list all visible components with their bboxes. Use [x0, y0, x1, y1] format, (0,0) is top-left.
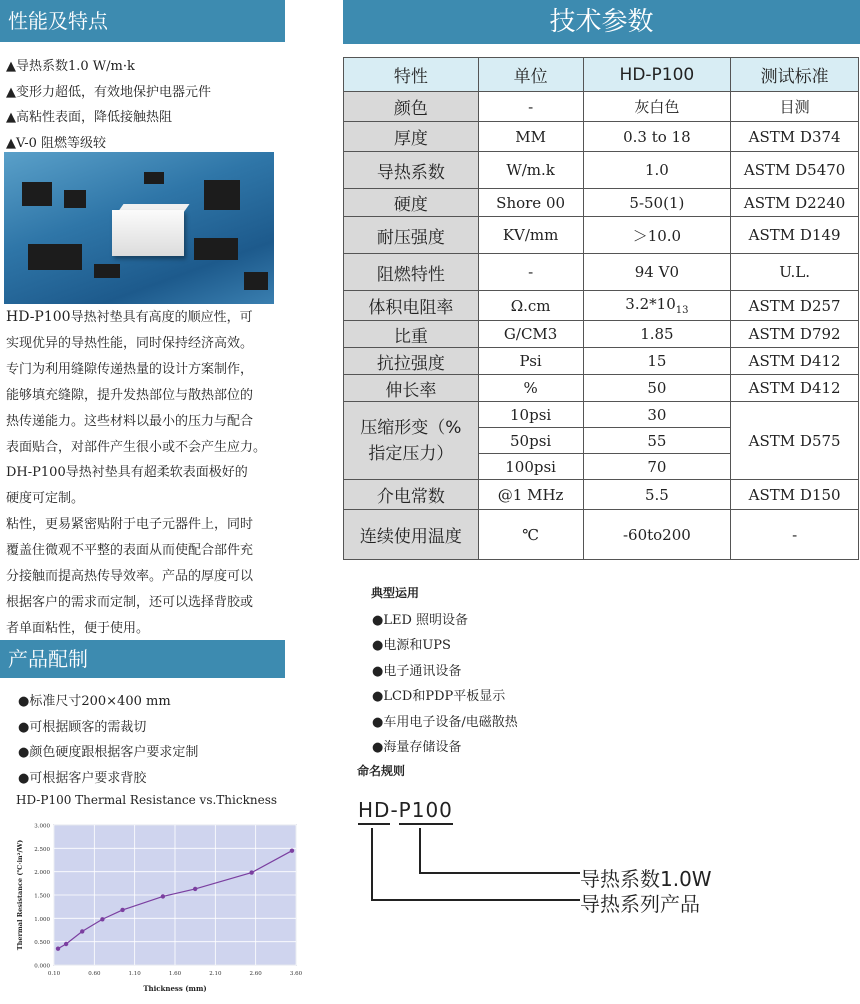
table-row: [344, 152, 859, 189]
y-axis-label: Thermal Resistance (℃·in²/W): [16, 839, 24, 951]
spec-name: 阻燃特性: [344, 254, 479, 291]
data-point: [100, 917, 104, 921]
description-line: 硬度可定制。: [6, 491, 85, 507]
spec-unit: KV/mm: [478, 217, 583, 254]
spec-value: 1.85: [583, 321, 731, 348]
y-tick-label: 2.500: [34, 846, 50, 853]
table-row: [344, 217, 859, 254]
naming-connector-lines: [360, 828, 600, 908]
y-tick-label: 1.000: [34, 916, 50, 923]
spec-value: 15: [583, 348, 731, 375]
description-line: DH-P100导热衬垫具有超柔软表面极好的: [6, 465, 248, 481]
naming-title: 命名规则: [357, 764, 406, 778]
application-item: ●海量存储设备: [372, 739, 462, 755]
naming-label-series: 导热系列产品: [580, 892, 700, 916]
spec-standard: -: [731, 510, 859, 560]
feature-item: ▲高粘性表面，降低接触热阻: [6, 110, 172, 125]
code-separator: -: [390, 798, 399, 822]
spec-standard: ASTM D412: [731, 375, 859, 402]
x-tick-label: 3.60: [289, 971, 303, 977]
spec-unit: MM: [478, 122, 583, 152]
description-line: 根据客户的需求而定制，还可以选择背胶或: [6, 594, 254, 610]
data-point: [80, 929, 84, 933]
y-tick-label: 3.000: [34, 823, 50, 830]
application-item: ●电源和UPS: [372, 638, 451, 654]
description-line: 覆盖住微观不平整的表面从而使配合部件充: [6, 543, 254, 559]
features-banner: [0, 0, 285, 42]
spec-unit: @1 MHz: [478, 480, 583, 510]
spec-standard: ASTM D149: [731, 217, 859, 254]
description-line: 粘性，更易紧密贴附于电子元器件上，同时: [6, 517, 254, 533]
header-cell: 单位: [478, 58, 583, 92]
naming-label-coefficient: 导热系数1.0W: [580, 867, 712, 891]
header-cell: 特性: [344, 58, 479, 92]
table-row: [344, 122, 859, 152]
y-tick-label: 0.000: [34, 963, 50, 970]
spec-name: 连续使用温度: [344, 510, 479, 560]
table-row: [344, 348, 859, 375]
description-line: 表面贴合，对部件产生很小或不会产生应力。: [6, 439, 267, 455]
description-line: 热传递能力。这些材料以最小的压力与配合: [6, 413, 254, 429]
description-line: 专门为利用缝隙传递热量的设计方案制作，: [6, 361, 254, 377]
code-series: HD: [358, 798, 390, 825]
chart-title: HD-P100 Thermal Resistance vs.Thickness: [16, 793, 278, 807]
code-grade: P100: [399, 798, 453, 825]
spec-value: 0.3 to 18: [583, 122, 731, 152]
spec-value: -60to200: [583, 510, 731, 560]
application-item: ●LCD和PDP平板显示: [372, 689, 506, 705]
header-cell: HD-P100: [583, 58, 731, 92]
spec-value-exponent: 13: [675, 305, 689, 316]
spec-standard: U.L.: [731, 254, 859, 291]
spec-value: 5.5: [583, 480, 731, 510]
spec-value: 30: [583, 402, 731, 428]
config-item: ●可根据客户要求背胶: [18, 770, 147, 786]
description-line: 实现优异的导热性能，同时保持经济高效。: [6, 335, 254, 351]
description-line: 者单面粘性，便于使用。: [6, 620, 150, 636]
spec-name: 压缩形变（%指定压力）: [344, 402, 479, 480]
feature-item: ▲导热系数1.0 W/m·k: [6, 59, 135, 74]
config-item: ●颜色硬度跟根据客户要求定制: [18, 745, 199, 760]
spec-unit: G/CM3: [478, 321, 583, 348]
x-tick-label: 0.10: [47, 971, 61, 977]
spec-unit: -: [478, 92, 583, 122]
spec-value: ＞10.0: [583, 217, 731, 254]
spec-unit: 10psi: [478, 402, 583, 428]
feature-item: ▲变形力超低，有效地保护电器元件: [6, 84, 211, 100]
spec-value: 5-50(1): [583, 189, 731, 217]
data-point: [290, 848, 294, 852]
config-title: 产品配制: [8, 647, 88, 671]
data-point: [161, 894, 165, 898]
table-row: [344, 402, 859, 428]
spec-unit: W/m.k: [478, 152, 583, 189]
y-tick-label: 2.000: [34, 870, 50, 877]
applications-title: 典型运用: [371, 586, 420, 600]
model-code: [358, 798, 453, 822]
x-tick-label: 1.60: [168, 971, 182, 977]
spec-standard: ASTM D374: [731, 122, 859, 152]
description-line: 分接触而提高热传导效率。产品的厚度可以: [6, 569, 254, 585]
table-row: [344, 480, 859, 510]
features-title: 性能及特点: [8, 9, 108, 33]
spec-name: 导热系数: [344, 152, 479, 189]
spec-standard: ASTM D412: [731, 348, 859, 375]
spec-value: 94 V0: [583, 254, 731, 291]
spec-value: 70: [583, 454, 731, 480]
spec-unit: Ω.cm: [478, 291, 583, 321]
x-axis-label: Thickness (mm): [143, 984, 207, 993]
spec-table: [343, 57, 859, 560]
spec-unit: Shore 00: [478, 189, 583, 217]
config-item: ●可根据顾客的需裁切: [18, 719, 147, 735]
y-tick-label: 1.500: [34, 893, 50, 900]
spec-unit: %: [478, 375, 583, 402]
data-point: [249, 870, 253, 874]
table-row: [344, 375, 859, 402]
data-point: [193, 887, 197, 891]
data-point: [64, 942, 68, 946]
spec-standard: ASTM D2240: [731, 189, 859, 217]
application-item: ●电子通讯设备: [372, 663, 462, 679]
spec-name: 伸长率: [344, 375, 479, 402]
spec-name: 比重: [344, 321, 479, 348]
config-item: ●标准尺寸200×400 mm: [18, 694, 171, 709]
application-item: ●LED 照明设备: [372, 613, 469, 628]
spec-unit: Psi: [478, 348, 583, 375]
spec-standard: ASTM D792: [731, 321, 859, 348]
data-point: [120, 908, 124, 912]
spec-unit: 50psi: [478, 428, 583, 454]
applications-list: [372, 608, 518, 760]
spec-standard: ASTM D5470: [731, 152, 859, 189]
spec-name: 体积电阻率: [344, 291, 479, 321]
spec-standard: ASTM D257: [731, 291, 859, 321]
spec-value: 1.0: [583, 152, 731, 189]
header-cell: 测试标准: [731, 58, 859, 92]
spec-unit: 100psi: [478, 454, 583, 480]
data-point: [56, 946, 60, 950]
specs-title: 技术参数: [549, 7, 654, 37]
spec-value: [583, 291, 731, 321]
thermal-resistance-chart: [10, 815, 303, 1002]
product-description: [6, 305, 291, 642]
spec-value: 50: [583, 375, 731, 402]
spec-unit: ℃: [478, 510, 583, 560]
x-tick-label: 2.10: [209, 971, 222, 977]
spec-value: 55: [583, 428, 731, 454]
x-tick-label: 0.60: [88, 971, 101, 977]
table-row: [344, 254, 859, 291]
spec-name: 硬度: [344, 189, 479, 217]
spec-standard: ASTM D150: [731, 480, 859, 510]
y-tick-label: 0.500: [34, 940, 50, 947]
table-row: [344, 189, 859, 217]
table-row: [344, 510, 859, 560]
spec-standard: 目测: [731, 92, 859, 122]
x-tick-label: 2.60: [249, 971, 262, 977]
thermal-pad: [112, 210, 184, 256]
table-row: [344, 321, 859, 348]
spec-standard: ASTM D575: [731, 402, 859, 480]
description-line: 能够填充缝隙，提升发热部位与散热部位的: [6, 387, 254, 403]
x-tick-label: 1.10: [128, 971, 141, 977]
spec-name: 抗拉强度: [344, 348, 479, 375]
features-list: [6, 54, 286, 156]
spec-name: 耐压强度: [344, 217, 479, 254]
table-row: [344, 291, 859, 321]
specs-banner: [343, 0, 860, 44]
description-line: 导热衬垫具有高度的顺应性，可: [70, 310, 253, 325]
spec-name: 厚度: [344, 122, 479, 152]
spec-name: 颜色: [344, 92, 479, 122]
config-banner: [0, 640, 285, 678]
spec-value-base: 3.2*10: [625, 295, 676, 313]
feature-item: ▲V-0 阻燃等级较: [6, 135, 106, 151]
table-row: [344, 92, 859, 122]
spec-unit: -: [478, 254, 583, 291]
application-item: ●车用电子设备/电磁散热: [372, 714, 518, 730]
description-model: HD-P100: [6, 309, 71, 325]
config-list: [18, 689, 288, 791]
table-header-row: [344, 58, 859, 92]
spec-name: 介电常数: [344, 480, 479, 510]
spec-value: 灰白色: [583, 92, 731, 122]
product-photo: [4, 152, 274, 304]
